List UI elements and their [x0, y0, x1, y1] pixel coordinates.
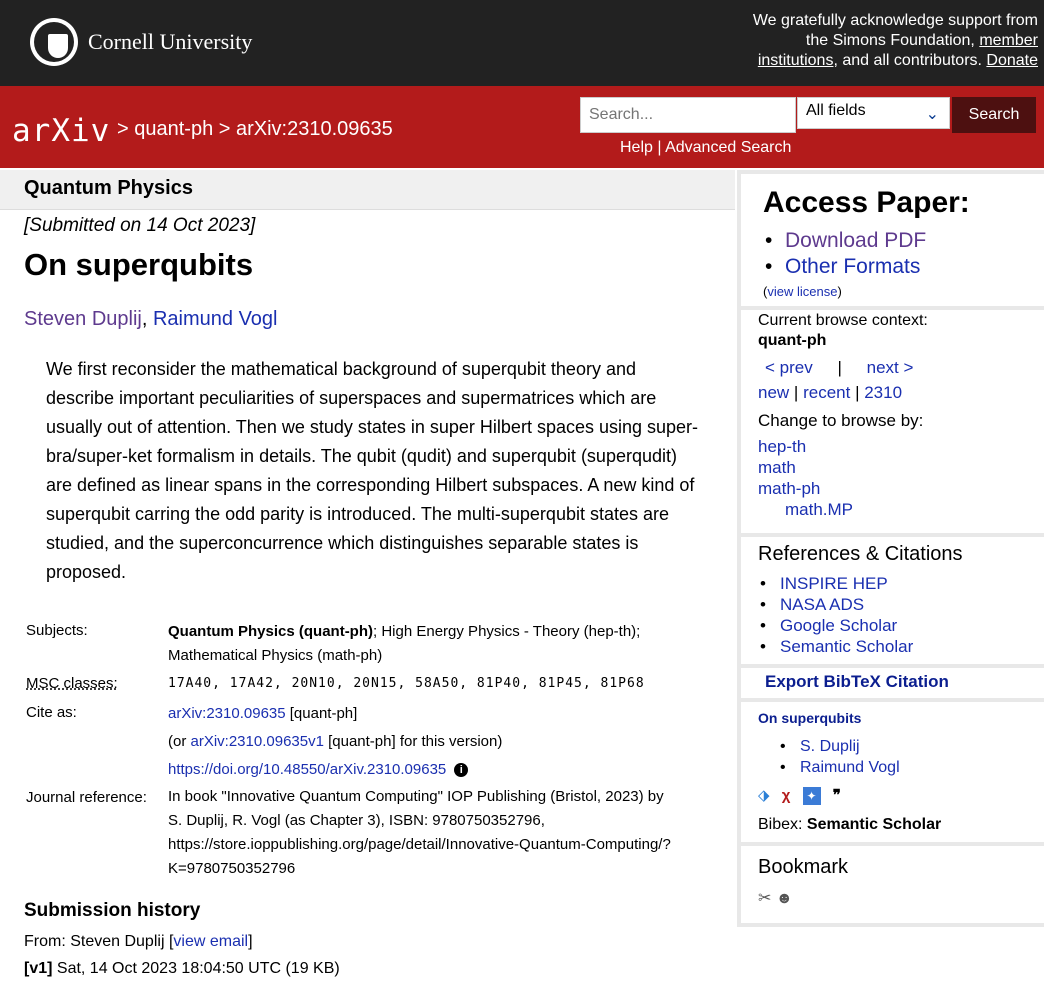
- cite-value: arXiv:2310.09635 [quant-ph] (or arXiv:2310.09635v1 [quant-ph] for this version) https://doi.org/10.48550/arXiv.2310.09635 i: [168, 705, 503, 778]
- subjects-value: Quantum Physics (quant-ph); High Energy Physics - Theory (hep-th); Mathematical Physics (math-ph): [168, 623, 641, 664]
- bibsonomy-icon[interactable]: ⬗: [758, 787, 770, 804]
- bookmark-title: Bookmark: [758, 856, 849, 878]
- connected-papers-icon[interactable]: χ: [781, 787, 791, 804]
- version-entry: [v1] Sat, 14 Oct 2023 18:04:50 UTC (19 KB): [24, 960, 340, 977]
- search-field-select[interactable]: All fields ⌄: [797, 97, 950, 129]
- month-link[interactable]: 2310: [864, 383, 903, 402]
- list-item: [763, 254, 926, 280]
- google-scholar-link[interactable]: Google Scholar: [780, 616, 898, 635]
- authors: Steven Duplij, Raimund Vogl: [24, 308, 278, 330]
- bookmark-box: [741, 846, 1044, 923]
- browse-hep-th-link[interactable]: hep-th: [758, 437, 807, 456]
- bookmark-icons: [758, 888, 793, 908]
- semantic-box: [741, 702, 1044, 842]
- list-item: [778, 757, 900, 778]
- author-link[interactable]: Raimund Vogl: [800, 759, 900, 776]
- access-paper-title: Access Paper:: [763, 186, 970, 219]
- access-list: [763, 228, 926, 280]
- change-browse-label: Change to browse by:: [758, 411, 924, 430]
- recent-link[interactable]: recent: [803, 383, 851, 402]
- institutions-link[interactable]: institutions: [757, 52, 834, 69]
- breadcrumb[interactable]: > quant-ph > arXiv:2310.09635: [117, 118, 393, 140]
- prev-link[interactable]: < prev: [765, 358, 813, 377]
- next-link[interactable]: next >: [866, 358, 914, 377]
- sidebar: [737, 170, 1044, 927]
- author-link[interactable]: Steven Duplij: [24, 308, 142, 330]
- references-title: References & Citations: [758, 543, 963, 565]
- cite-version-link[interactable]: arXiv:2310.09635v1: [190, 733, 324, 750]
- chevron-down-icon: ⌄: [925, 106, 939, 123]
- new-link[interactable]: new: [758, 383, 790, 402]
- help-links: Help | Advanced Search: [620, 139, 792, 156]
- other-formats-link[interactable]: Other Formats: [785, 255, 921, 278]
- listing-links: new | recent | 2310: [758, 383, 903, 402]
- list-item: [763, 228, 926, 254]
- reddit-icon[interactable]: ☻: [775, 890, 793, 907]
- advanced-search-link[interactable]: Advanced Search: [665, 139, 792, 156]
- journal-label: Journal reference:: [26, 789, 147, 806]
- cite-link[interactable]: arXiv:2310.09635: [168, 705, 286, 722]
- paper-title: On superqubits: [24, 247, 254, 282]
- info-icon[interactable]: i: [454, 763, 468, 777]
- submission-history-title: Submission history: [24, 900, 201, 921]
- browse-math-ph-link[interactable]: math-ph: [758, 479, 821, 498]
- submission-date: [Submitted on 14 Oct 2023]: [24, 215, 256, 236]
- view-license-link[interactable]: view license: [767, 284, 838, 299]
- list-item: [758, 636, 913, 657]
- list-item: [778, 736, 900, 757]
- acknowledgement: We gratefully acknowledge support from the Simons Foundation, member institutions, and all contributors. Donate: [752, 12, 1038, 69]
- inspire-hep-link[interactable]: INSPIRE HEP: [780, 574, 888, 593]
- bibex: Bibex: Semantic Scholar: [758, 816, 942, 833]
- view-email-link[interactable]: view email: [173, 933, 249, 950]
- semantic-scholar-link[interactable]: Semantic Scholar: [780, 637, 914, 656]
- list-item: [758, 615, 913, 636]
- browse-options: [758, 436, 853, 520]
- browse-math-link[interactable]: math: [758, 458, 796, 477]
- subject-heading: Quantum Physics: [0, 170, 735, 210]
- license: (view license): [763, 284, 842, 299]
- author-link[interactable]: S. Duplij: [800, 738, 860, 755]
- list-item: [758, 594, 913, 615]
- bibex-icons: [758, 786, 849, 805]
- author-link[interactable]: Raimund Vogl: [152, 308, 278, 330]
- browse-math-mp-link[interactable]: math.MP: [785, 500, 854, 519]
- journal-value: In book "Innovative Quantum Computing" IOP Publishing (Bristol, 2023) by S. Duplij, R. Vogl (as Chapter 3), ISBN: 9780750352796, https://store.ioppublishing.org/page/detail/Innovative-Quantum-Computing/? K=9780750352796: [168, 788, 671, 877]
- top-bar: [0, 0, 1044, 86]
- msc-label: MSC classes:: [26, 675, 118, 692]
- donate-link[interactable]: Donate: [986, 52, 1038, 69]
- browse-box: [741, 310, 1044, 533]
- search-input[interactable]: [580, 97, 796, 133]
- cite-label: Cite as:: [26, 704, 77, 721]
- msc-value: 17A40, 17A42, 20N10, 20N15, 58A50, 81P40, 81P45, 81P68: [168, 676, 645, 691]
- search-button[interactable]: Search: [952, 97, 1036, 133]
- browse-context: quant-ph: [758, 332, 827, 349]
- prev-next-nav: < prev | next >: [765, 358, 914, 377]
- semantic-authors: [778, 736, 900, 778]
- bibsonomy-bookmark-icon[interactable]: ✂: [758, 890, 772, 907]
- browse-context-label: Current browse context:: [758, 312, 928, 329]
- arxiv-logo[interactable]: arXiv: [12, 113, 111, 149]
- scite-icon[interactable]: ❞: [832, 787, 841, 804]
- member-institutions-link[interactable]: member: [979, 32, 1038, 49]
- cornell-university-link[interactable]: Cornell University: [88, 29, 253, 54]
- doi-link[interactable]: https://doi.org/10.48550/arXiv.2310.09635: [168, 761, 447, 778]
- export-bibtex-link[interactable]: Export BibTeX Citation: [765, 672, 949, 691]
- submission-from: From: Steven Duplij [view email]: [24, 933, 253, 950]
- nasa-ads-link[interactable]: NASA ADS: [780, 595, 865, 614]
- cornell-seal-icon[interactable]: [30, 18, 78, 66]
- access-paper-box: [741, 174, 1044, 306]
- abstract: We first reconsider the mathematical background of superqubit theory and describe important peculiarities of superspaces and supermatrices which are usually out of attention. Then we study states in super Hilbert spaces using super-bra/super-ket formalism in details. The qubit (qudit) and superqubit (superqudit) are defined as linear spans in the corresponding Hilbert subspaces. A new kind of superqubit carring the odd parity is introduced. The multi-superqubit states are studied, and the superconcurrence which distinguishes separable states is proposed.: [46, 359, 699, 582]
- references-list: [758, 573, 913, 657]
- download-pdf-link[interactable]: Download PDF: [785, 229, 927, 252]
- references-box: [741, 537, 1044, 664]
- help-link[interactable]: Help: [620, 139, 653, 156]
- export-box: [741, 668, 1044, 698]
- list-item: [758, 573, 913, 594]
- semantic-title: On superqubits: [758, 710, 862, 726]
- litmaps-icon[interactable]: ✦: [803, 787, 821, 805]
- subjects-label: Subjects:: [26, 622, 88, 639]
